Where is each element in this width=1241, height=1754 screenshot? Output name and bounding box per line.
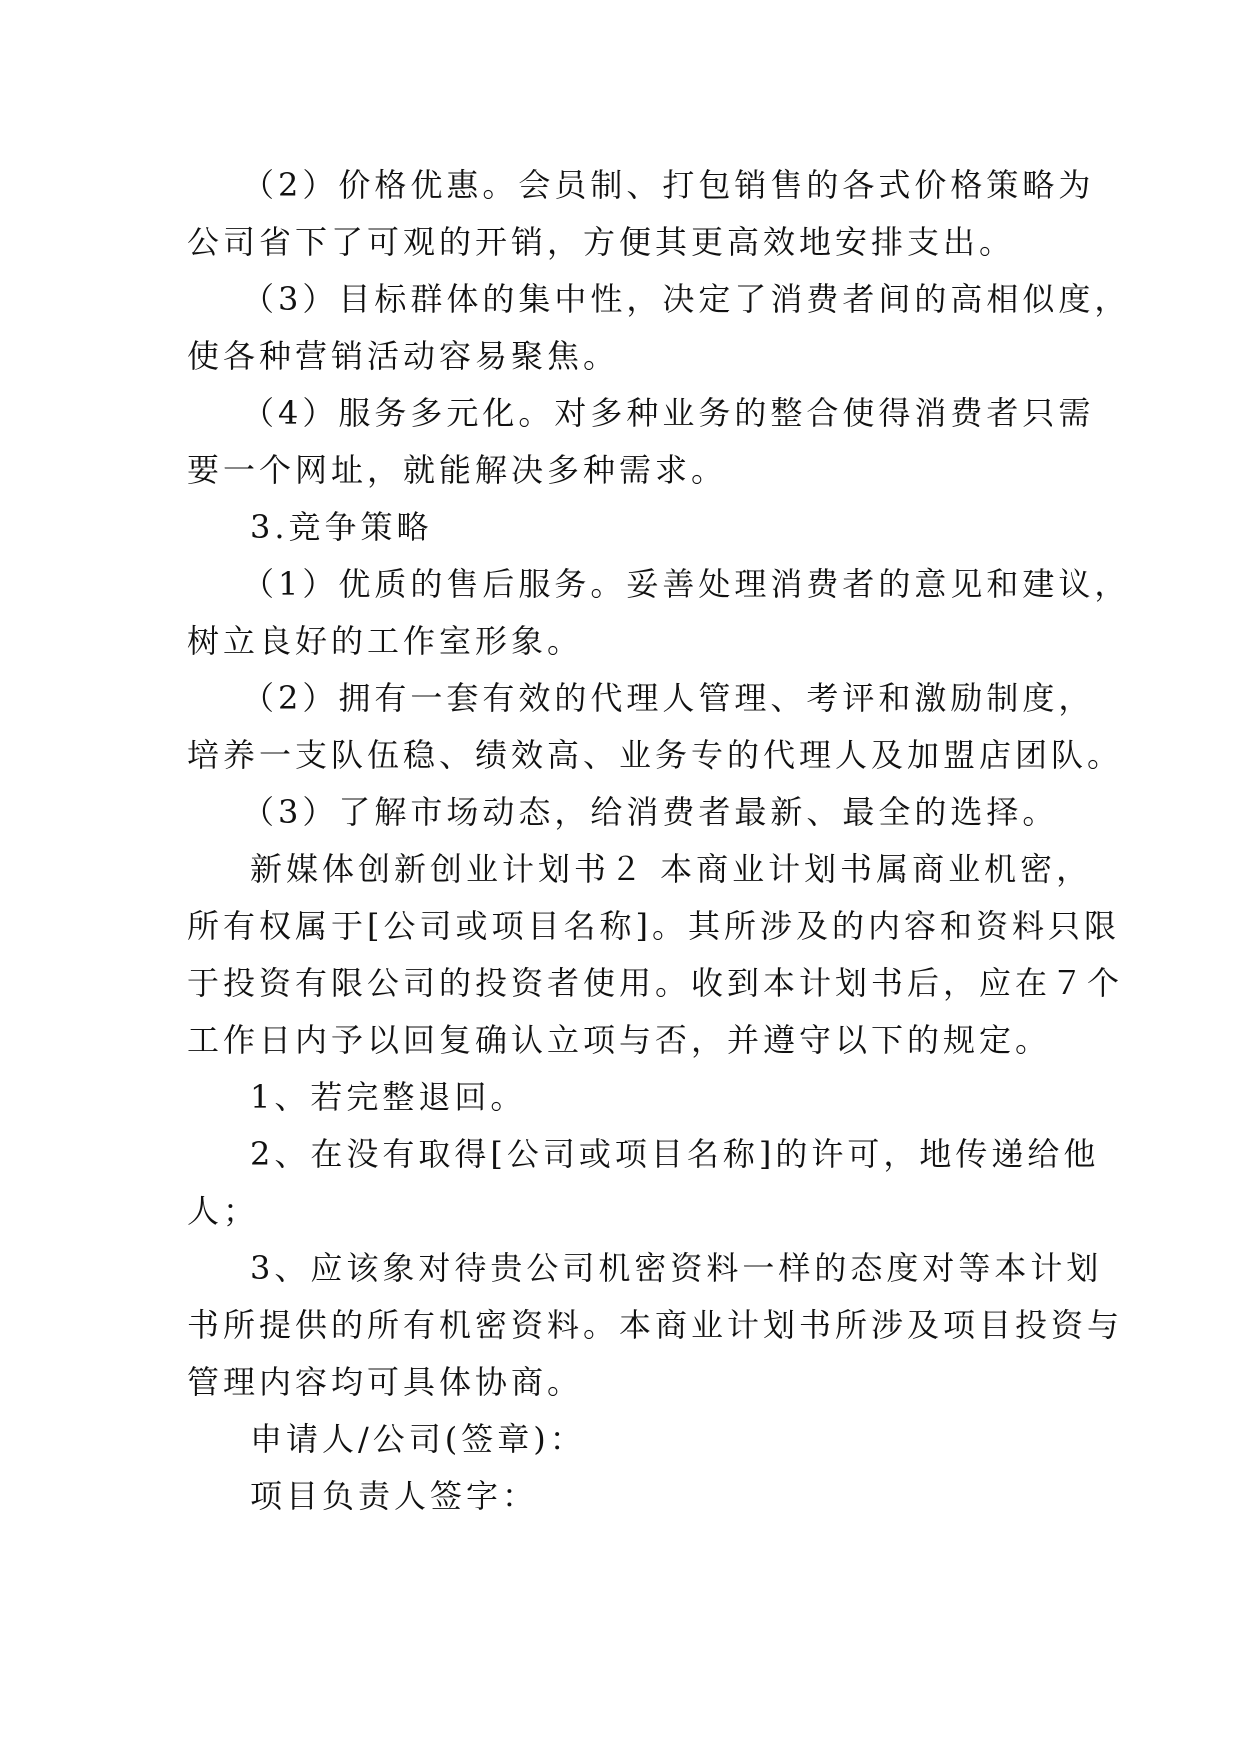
paragraph-line: 2、在没有取得[公司或项目名称]的许可，地传递给他 bbox=[250, 1135, 1100, 1173]
paragraph-line: （3）目标群体的集中性，决定了消费者间的高相似度， bbox=[242, 280, 1131, 318]
paragraph-line: 新媒体创新创业计划书２ 本商业计划书属商业机密， bbox=[250, 850, 1093, 888]
paragraph-line: 工作日内予以回复确认立项与否，并遵守以下的规定。 bbox=[187, 1021, 1052, 1059]
signature-label-applicant: 申请人/公司(签章)： bbox=[250, 1420, 586, 1458]
paragraph-line: 培养一支队伍稳、绩效高、业务专的代理人及加盟店团队。 bbox=[187, 736, 1124, 774]
paragraph-line: （3）了解市场动态，给消费者最新、最全的选择。 bbox=[242, 793, 1059, 831]
paragraph-line: 书所提供的所有机密资料。本商业计划书所涉及项目投资与 bbox=[187, 1306, 1124, 1344]
paragraph-line: （1）优质的售后服务。妥善处理消费者的意见和建议， bbox=[242, 565, 1131, 603]
paragraph-line: 使各种营销活动容易聚焦。 bbox=[187, 337, 620, 375]
paragraph-line: （4）服务多元化。对多种业务的整合使得消费者只需 bbox=[242, 394, 1095, 432]
signature-label-project-lead: 项目负责人签字： bbox=[250, 1477, 539, 1515]
paragraph-line: （2）拥有一套有效的代理人管理、考评和激励制度， bbox=[242, 679, 1095, 717]
paragraph-line: 3、应该象对待贵公司机密资料一样的态度对等本计划 bbox=[250, 1249, 1103, 1287]
paragraph-line: 公司省下了可观的开销，方便其更高效地安排支出。 bbox=[187, 223, 1016, 261]
paragraph-line: 于投资有限公司的投资者使用。收到本计划书后，应在７个 bbox=[187, 964, 1124, 1002]
paragraph-line: 1、若完整退回。 bbox=[250, 1078, 527, 1116]
paragraph-line: 管理内容均可具体协商。 bbox=[187, 1363, 584, 1401]
paragraph-line: 要一个网址，就能解决多种需求。 bbox=[187, 451, 728, 489]
paragraph-line: 人； bbox=[187, 1192, 260, 1230]
paragraph-line: 树立良好的工作室形象。 bbox=[187, 622, 584, 660]
section-heading: 3.竞争策略 bbox=[250, 508, 433, 546]
paragraph-line: （2）价格优惠。会员制、打包销售的各式价格策略为 bbox=[242, 166, 1095, 204]
paragraph-line: 所有权属于[公司或项目名称]。其所涉及的内容和资料只限 bbox=[187, 907, 1120, 945]
